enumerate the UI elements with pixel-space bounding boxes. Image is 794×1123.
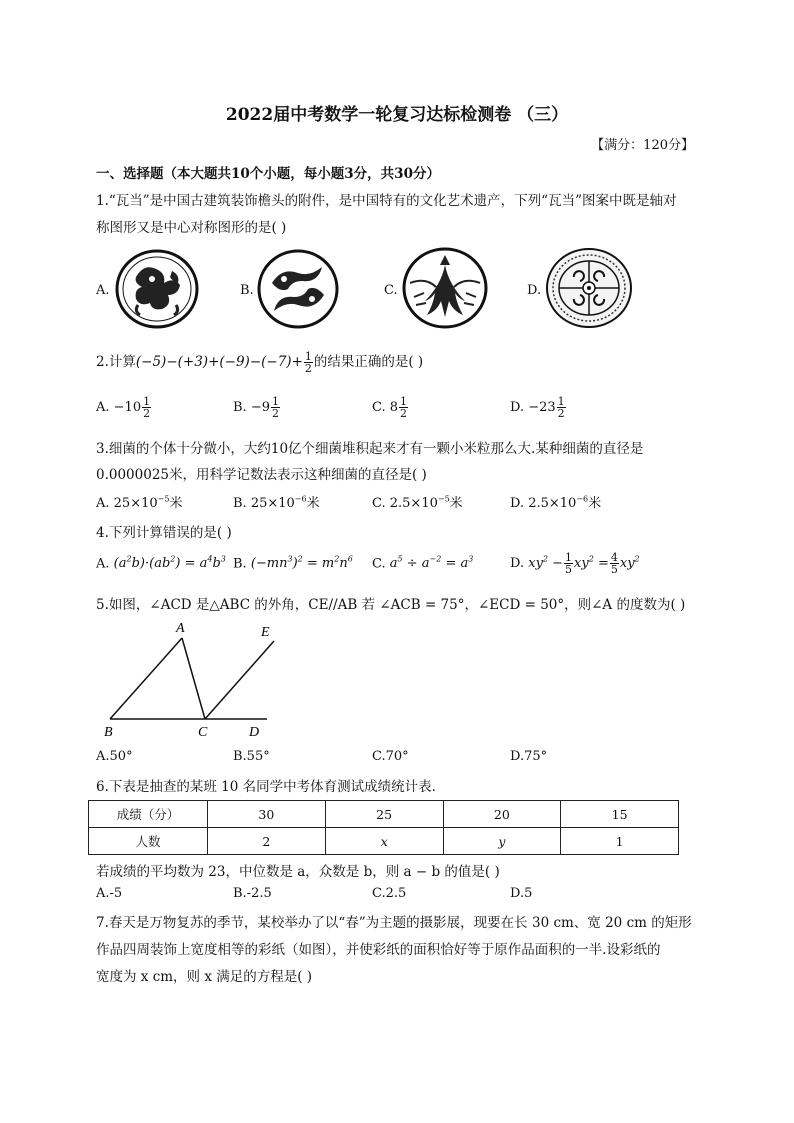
label-e: E (261, 625, 270, 640)
q5-option-c: C.70° (372, 749, 409, 764)
section-heading: 一、选择题（本大题共10个小题，每小题3分，共30分） (96, 166, 440, 182)
table-cell: y (443, 828, 561, 855)
q4-option-b: B. $(-mn^3)^2 = m^2n^6$ (233, 555, 353, 572)
q2-stem: 2.计算(−5)−(+3)+(−9)−(−7)+ $\frac{1}{2}$ 的结果正确的是( ) (96, 350, 424, 375)
q6-option-d: D.5 (510, 886, 533, 901)
score-table (88, 800, 679, 855)
q3-line1: 3.细菌的个体十分微小，大约10亿个细菌堆积起来才有一颗小米粒那么大.某种细菌的直径是 (96, 441, 644, 457)
q1-option-a: A. (96, 283, 110, 298)
q4-option-c: C. $a^5 \div a^{-2} = a^3$ (372, 555, 474, 572)
q5-option-d: D.75° (510, 749, 548, 764)
label-a: A (176, 621, 185, 636)
q1-option-d: D. (527, 283, 542, 298)
wadang-tiger-image (114, 249, 200, 329)
wadang-bird-image (400, 247, 490, 329)
q7-line2: 作品四周装饰上宽度相等的彩纸（如图），并使彩纸的面积恰好等于原作品面积的一半.设彩纸的 (96, 942, 661, 958)
table-cell: 1 (561, 828, 679, 855)
q4-stem: 4.下列计算错误的是( ) (96, 525, 232, 541)
q6-option-a: A.-5 (96, 886, 123, 901)
q6-option-c: C.2.5 (372, 886, 407, 901)
table-row (89, 828, 679, 855)
q2-option-b: B. −9 $\frac{1}{2}$ (233, 395, 279, 420)
wadang-pattern-image (544, 247, 634, 329)
table-cell: x (325, 828, 443, 855)
table-cell: 人数 (89, 828, 208, 855)
q2-option-c: C. 8 $\frac{1}{2}$ (372, 395, 408, 420)
q6-stem: 6.下表是抽查的某班 10 名同学中考体育测试成绩统计表. (96, 779, 436, 795)
q1-option-b: B. (240, 283, 254, 298)
q3-option-a: A. $25\times 10^{-5}$米 (96, 494, 183, 511)
q2-option-d: D. −23 $\frac{1}{2}$ (510, 395, 565, 420)
q4-option-d: D. $xy^2$ − $\frac{1}{5}$ $xy^2$ = $\frac{4}{5}$ $xy^2$ (510, 551, 640, 576)
label-c: C (198, 725, 208, 740)
q3-option-d: D. $2.5\times 10^{-6}$米 (510, 494, 602, 511)
table-cell: 15 (561, 801, 679, 828)
q3-option-b: B. $25\times 10^{-6}$米 (233, 494, 320, 511)
q6-after: 若成绩的平均数为 23，中位数是 a，众数是 b，则 a − b 的值是( ) (96, 864, 500, 880)
q5-option-a: A.50° (96, 749, 133, 764)
wadang-cloud-image (256, 249, 340, 329)
q4-option-a: A. $(a^2b)\cdot(ab^2) = a^4b^3$ (96, 555, 226, 572)
q1-line1: 1.“瓦当”是中国古建筑装饰檐头的附件，是中国特有的文化艺术遗产，下列“瓦当”图案中既是轴对 (96, 193, 677, 209)
table-cell: 20 (443, 801, 561, 828)
label-b: B (104, 725, 113, 740)
page-title: 2022届中考数学一轮复习达标检测卷 （三） (225, 105, 569, 125)
q2-option-a: A. −10 $\frac{1}{2}$ (96, 395, 151, 420)
q1-option-c: C. (384, 283, 398, 298)
q1-line2: 称图形又是中心对称图形的是( ) (96, 220, 287, 236)
table-cell: 25 (325, 801, 443, 828)
triangle-figure (96, 618, 296, 742)
table-row (89, 801, 679, 828)
q6-option-b: B.-2.5 (233, 886, 272, 901)
q7-line1: 7.春天是万物复苏的季节，某校举办了以“春”为主题的摄影展，现要在长 30 cm、宽 20 cm 的矩形 (96, 915, 692, 931)
table-cell: 成绩（分） (89, 801, 208, 828)
q3-line2: 0.0000025米，用科学记数法表示这种细菌的直径是( ) (96, 467, 427, 483)
q3-option-c: C. $2.5\times 10^{-5}$米 (372, 494, 463, 511)
full-score: 【满分：120分】 (591, 138, 694, 153)
q5-option-b: B.55° (233, 749, 270, 764)
q7-line3: 宽度为 x cm，则 x 满足的方程是( ) (96, 969, 313, 985)
table-cell: 30 (208, 801, 326, 828)
q5-stem: 5.如图，∠ACD 是△ABC 的外角，CE//AB 若 ∠ACB = 75°，∠ECD = 50°，则∠A 的度数为( ) (96, 597, 686, 613)
label-d: D (249, 725, 260, 740)
table-cell: 2 (208, 828, 326, 855)
